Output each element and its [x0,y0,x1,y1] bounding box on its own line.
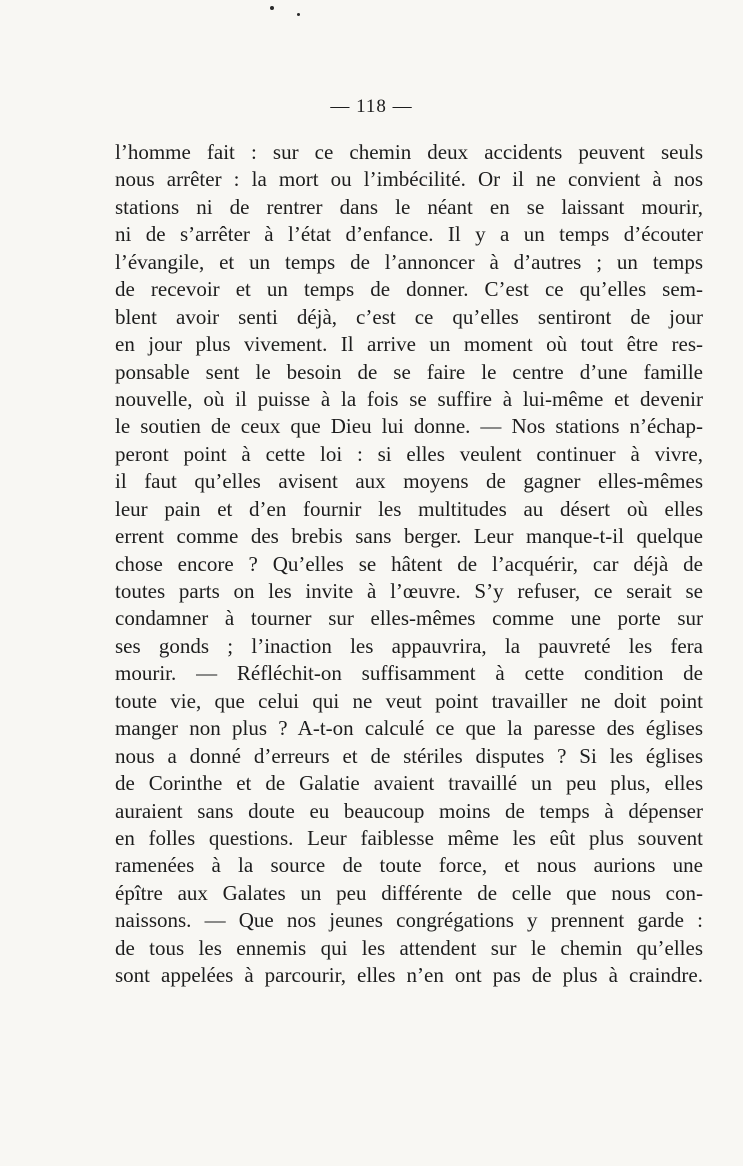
text-line: en folles questions. Leur faiblesse même les eût plus souvent [115,825,703,850]
text-line: épître aux Galates un peu différente de celle que nous con- [115,880,703,905]
text-line: peront point à cette loi : si elles veulent continuer à vivre, [115,441,703,466]
text-line: leur pain et d’en fournir les multitudes au désert où elles [115,496,703,521]
text-line: condamner à tourner sur elles-mêmes comme une porte sur [115,606,703,631]
text-line: ramenées à la source de toute force, et nous aurions une [115,853,703,878]
ink-speck [297,13,300,16]
text-line: toute vie, que celui qui ne veut point travailler ne doit point [115,688,703,713]
text-line: de Corinthe et de Galatie avaient travaillé un peu plus, elles [115,771,703,796]
text-line: sont appelées à parcourir, elles n’en ont pas de plus à craindre. [115,963,703,988]
text-line: l’évangile, et un temps de l’annoncer à d’autres ; un temps [115,249,703,274]
text-line: en jour plus vivement. Il arrive un moment où tout être res- [115,332,703,357]
text-line: de tous les ennemis qui les attendent sur le chemin qu’elles [115,935,703,960]
body-text [115,139,703,990]
text-line: auraient sans doute eu beaucoup moins de temps à dépenser [115,798,703,823]
text-line: errent comme des brebis sans berger. Leur manque-t-il quelque [115,524,703,549]
text-line: l’homme fait : sur ce chemin deux accidents peuvent seuls [115,140,703,164]
text-line: ponsable sent le besoin de se faire le centre d’une famille [115,359,703,384]
text-line: ses gonds ; l’inaction les appauvrira, la pauvreté les fera [115,633,703,658]
text-line: stations ni de rentrer dans le néant en se laissant mourir, [115,194,703,219]
page-number: — 118 — [330,96,413,117]
text-line: nouvelle, où il puisse à la fois se suffire à lui-même et devenir [115,386,703,411]
text-line: naissons. — Que nos jeunes congrégations y prennent garde : [115,908,703,933]
text-line: de recevoir et un temps de donner. C’est ce qu’elles sem- [115,277,703,302]
ink-speck [270,6,274,10]
text-line: nous a donné d’erreurs et de stériles disputes ? Si les églises [115,743,703,768]
text-line: blent avoir senti déjà, c’est ce qu’elles sentiront de jour [115,304,703,329]
text-line: ni de s’arrêter à l’état d’enfance. Il y a un temps d’écouter [115,222,703,247]
text-line: toutes parts on les invite à l’œuvre. S’y refuser, ce serait se [115,579,703,603]
text-line: chose encore ? Qu’elles se hâtent de l’acquérir, car déjà de [115,551,703,576]
text-line: manger non plus ? A-t-on calculé ce que la paresse des églises [115,716,703,741]
text-line: mourir. — Réfléchit-on suffisamment à cette condition de [115,661,703,686]
text-line: nous arrêter : la mort ou l’imbécilité. Or il ne convient à nos [115,167,703,192]
text-line: il faut qu’elles avisent aux moyens de gagner elles-mêmes [115,469,703,494]
text-line: le soutien de ceux que Dieu lui donne. — Nos stations n’échap- [115,414,703,439]
